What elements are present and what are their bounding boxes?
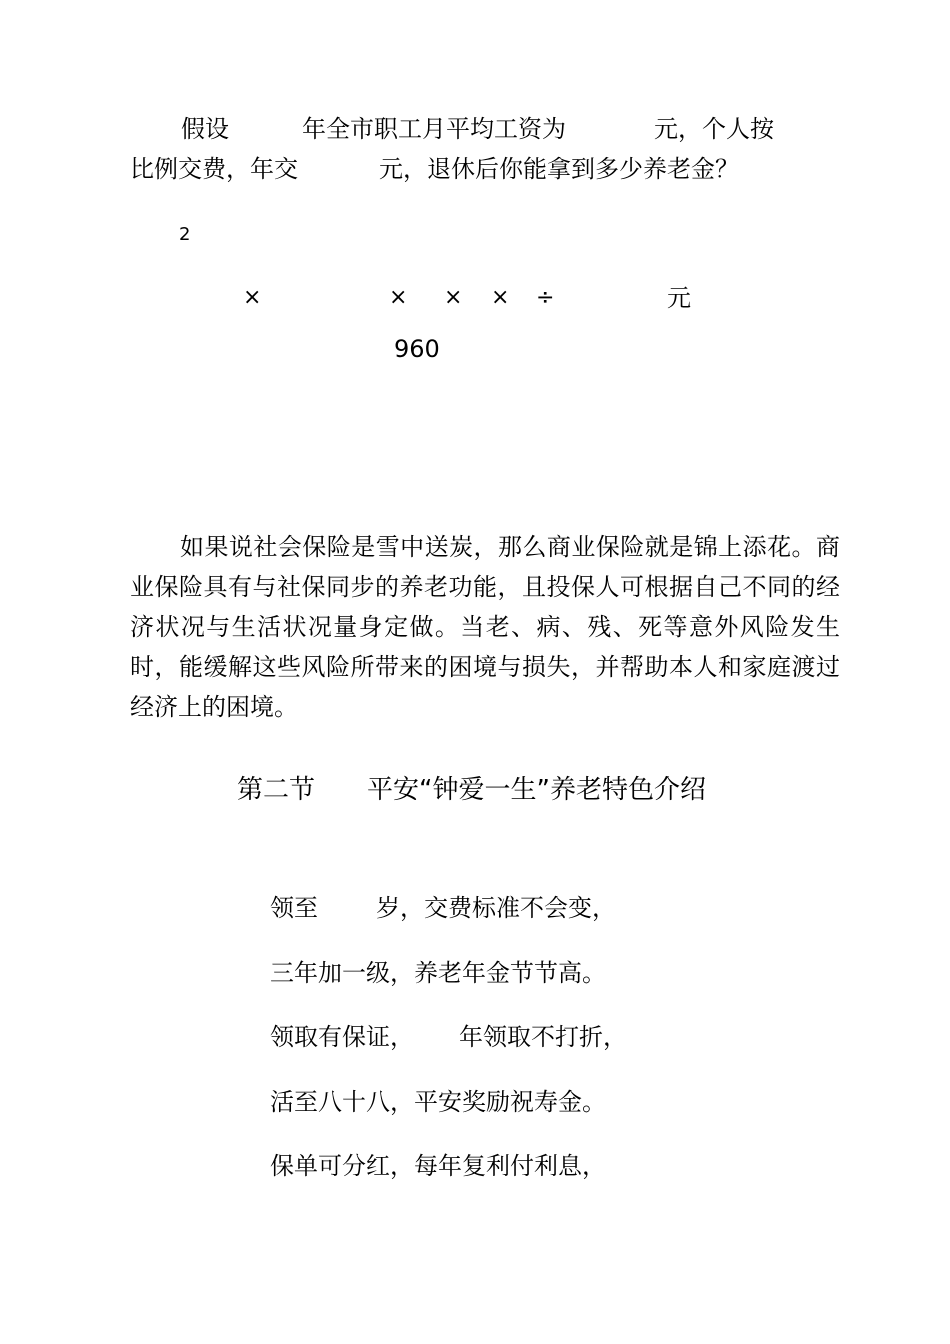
verse-1-part-2: 岁，交费标准不会变，	[376, 894, 616, 922]
body-paragraph: 如果说社会保险是雪中送炭，那么商业保险就是锦上添花。商业保险具有与社保同步的养老功能，且投保人可根据自己不同的经济状况与生活状况量身定做。当老、病、残、死等意外风险发生时，能缓解这些风险所带来的困境与损失，并帮助本人和家庭渡过经济上的困境。	[130, 533, 840, 721]
question-text-part-4: 比例交费，年交	[130, 155, 298, 183]
formula-divide-sign: ÷	[536, 285, 555, 310]
question-text-part-5: 元，退休后你能拿到多少养老金？	[379, 155, 739, 183]
formula-multiply-sign-3: ×	[444, 285, 463, 310]
result-value: 960	[394, 335, 440, 363]
formula-multiply-sign-4: ×	[491, 285, 510, 310]
verse-3-part-2: 年领取不打折，	[459, 1023, 627, 1051]
section-title: 平安“钟爱一生”养老特色介绍	[367, 775, 706, 805]
question-text-part-3: 元，个人按	[654, 115, 774, 143]
section-number: 第二节	[237, 775, 316, 805]
verse-3-part-1: 领取有保证，	[270, 1023, 414, 1051]
verse-1-part-1: 领至	[270, 894, 318, 922]
verse-4: 活至八十八，平安奖励祝寿金。	[270, 1088, 606, 1116]
formula-multiply-sign-1: ×	[243, 285, 262, 310]
formula-unit: 元	[667, 284, 691, 312]
verse-5: 保单可分红，每年复利付利息，	[270, 1152, 606, 1180]
question-text-part-1: 假设	[181, 115, 229, 143]
verse-2: 三年加一级，养老年金节节高。	[270, 959, 606, 987]
question-text-part-2: 年全市职工月平均工资为	[302, 115, 566, 143]
step-2-label: 2	[179, 224, 191, 245]
formula-multiply-sign-2: ×	[389, 285, 408, 310]
